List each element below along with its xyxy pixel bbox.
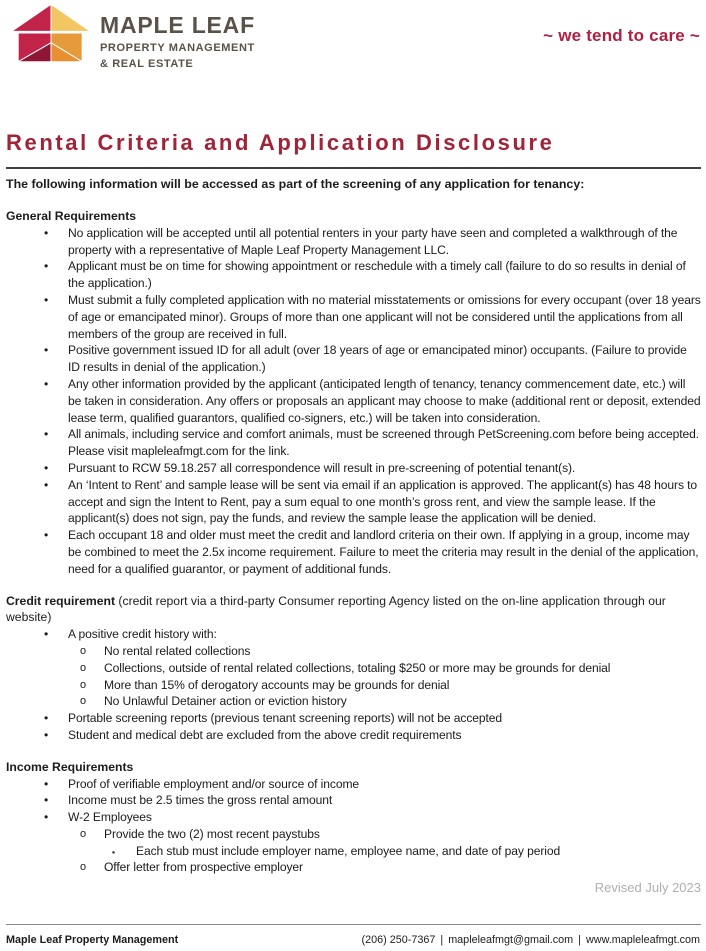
list-item-text: W-2 Employees: [68, 810, 152, 825]
list-item: [6, 477, 701, 527]
bullet-marker: •: [44, 460, 49, 475]
list-item: [6, 527, 701, 577]
sections-container: [6, 208, 701, 876]
bullet-marker: •: [44, 810, 49, 825]
bullet-marker: •: [44, 259, 49, 274]
list-item-text: All animals, including service and comfort animals, must be screened through PetScreening.com before being accepted. Please visit mapleleafmgt.com for the link.: [68, 427, 700, 459]
section-heading: Credit requirement (credit report via a third-party Consumer reporting Agency listed on the on-line application through our website): [6, 593, 666, 625]
bullet-marker: o: [80, 695, 87, 708]
list-item-text: Proof of verifiable employment and/or source of income: [68, 776, 360, 791]
house-logo-icon: [10, 4, 92, 62]
list-item-text: A positive credit history with:: [68, 627, 217, 642]
footer-contact: [361, 934, 701, 946]
list-item: [6, 376, 701, 426]
list-item: [6, 693, 701, 710]
footer-phone: (206) 250-7367: [361, 934, 436, 946]
bullet-marker: •: [44, 627, 49, 642]
bullet-marker: •: [44, 727, 49, 742]
footer-separator: |: [578, 934, 581, 946]
list-item: [6, 710, 701, 727]
intro-line: The following information will be accessed as part of the screening of any application for tenancy:: [6, 177, 585, 191]
bullet-marker: o: [80, 861, 87, 874]
list-item-text: Pursuant to RCW 59.18.257 all correspondence will result in pre-screening of potential tenant(s).: [68, 460, 576, 475]
bullet-marker: o: [80, 678, 87, 691]
list-item-text: Income must be 2.5 times the gross rental amount: [68, 793, 333, 808]
list-item-text: Positive government issued ID for all adult (over 18 years of age or emancipated minor) occupants. (Failure to provide ID results in denial of the application.): [68, 343, 687, 375]
bullet-marker: •: [44, 793, 49, 808]
list-item: [6, 426, 701, 460]
list-item: [6, 626, 701, 643]
list-item-text: No application will be accepted until all potential renters in your party have seen and completed a walkthrough of the property with a representative of Maple Leaf Property Management LLC.: [68, 225, 678, 257]
list-item: [6, 792, 701, 809]
logo-company-name: MAPLE LEAF: [100, 12, 255, 38]
document-body: [6, 129, 701, 895]
logo-wordmark: [100, 13, 255, 71]
list-item-text: An ‘Intent to Rent’ and sample lease will be sent via email if an application is approved. The applicant(s) has 48 hours to accept and sign the Intent to Rent, pay a sum equal to one month’s gross rent, and view the sample lease. If the applicant(s) does not sign, pay the funds, and review the sample lease the application will be denied.: [68, 477, 698, 526]
list-item: [6, 643, 701, 660]
list-item: [6, 843, 701, 860]
list-item: [6, 342, 701, 376]
bullet-marker: •: [44, 528, 49, 543]
list-item: [6, 677, 701, 694]
list-item-text: Provide the two (2) most recent paystubs: [104, 826, 320, 841]
bullet-marker: o: [80, 661, 87, 674]
bullet-marker: o: [80, 644, 87, 657]
list-item: [6, 727, 701, 744]
list-item-text: Any other information provided by the applicant (anticipated length of tenancy, tenancy commencement date, etc.) will be taken in consideration. Any offers or proposals an applicant may choose to make (additional rent or deposit, extended lease term, qualified guarantors, qualified co-signers, etc.) will be taken into consideration.: [68, 376, 701, 425]
logo-subtitle-2: & REAL ESTATE: [100, 58, 194, 70]
list-item-text: Each occupant 18 and older must meet the credit and landlord criteria on their own. If applying in a group, income may be combined to meet the 2.5x income requirement. Failure to meet the criteria may result in the denial of the application, need for a qualified guarantor, or payment of additional funds.: [68, 528, 699, 576]
list-item: [6, 809, 701, 826]
list-item-text: Student and medical debt are excluded from the above credit requirements: [68, 727, 462, 742]
footer-email: mapleleafmgt@gmail.com: [448, 934, 574, 946]
section-credit-requirement: [6, 593, 701, 744]
section-general-requirements: [6, 208, 701, 578]
company-tagline: ~ we tend to care ~: [543, 26, 700, 45]
bullet-marker: •: [44, 711, 49, 726]
page-footer: [6, 924, 701, 946]
bullet-marker: ▪: [112, 846, 115, 857]
footer-company: Maple Leaf Property Management: [6, 934, 179, 946]
section-heading: Income Requirements: [6, 759, 134, 774]
list-item: [6, 225, 701, 259]
bullet-marker: •: [44, 225, 49, 240]
list-item-text: No Unlawful Detainer action or eviction history: [104, 694, 347, 709]
list-item-text: Applicant must be on time for showing appointment or reschedule with a timely call (failure to do so results in denial of the application.): [68, 259, 686, 291]
list-item-text: Collections, outside of rental related collections, totaling $250 or more may be grounds for denial: [104, 660, 611, 675]
list-item-text: No rental related collections: [104, 643, 251, 658]
list-item: [6, 258, 701, 292]
list-item: [6, 859, 701, 876]
footer-website: www.mapleleafmgt.com: [585, 934, 700, 946]
section-heading: General Requirements: [6, 209, 137, 223]
title-rule: [6, 167, 701, 169]
footer-separator: |: [440, 934, 444, 946]
list-item-text: Portable screening reports (previous tenant screening reports) will not be accepted: [68, 711, 503, 726]
logo-subtitle-1: PROPERTY MANAGEMENT: [100, 42, 255, 54]
list-item-text: Each stub must include employer name, employee name, and date of pay period: [136, 843, 561, 858]
bullet-marker: •: [44, 477, 49, 492]
bullet-marker: •: [44, 292, 49, 307]
list-item-text: Must submit a fully completed application with no material misstatements or omissions for every occupant (over 18 years of age or emancipated minor). Groups of more than one applicant will not be considered until the applications from all members of the group are received in full.: [68, 292, 701, 341]
company-logo: [10, 4, 92, 67]
list-item-text: More than 15% of derogatory accounts may be grounds for denial: [104, 677, 450, 692]
list-item: [6, 660, 701, 677]
section-income-requirements: [6, 759, 701, 877]
revision-date: Revised July 2023: [594, 880, 701, 896]
page-title: Rental Criteria and Application Disclosure: [6, 130, 555, 155]
bullet-marker: •: [44, 343, 49, 358]
list-item: [6, 292, 701, 342]
list-item: [6, 826, 701, 843]
bullet-marker: •: [44, 376, 49, 391]
bullet-marker: •: [44, 776, 49, 791]
list-item: [6, 460, 701, 477]
list-item: [6, 776, 701, 793]
bullet-marker: •: [44, 427, 49, 442]
bullet-marker: o: [80, 827, 87, 840]
list-item-text: Offer letter from prospective employer: [104, 860, 303, 875]
